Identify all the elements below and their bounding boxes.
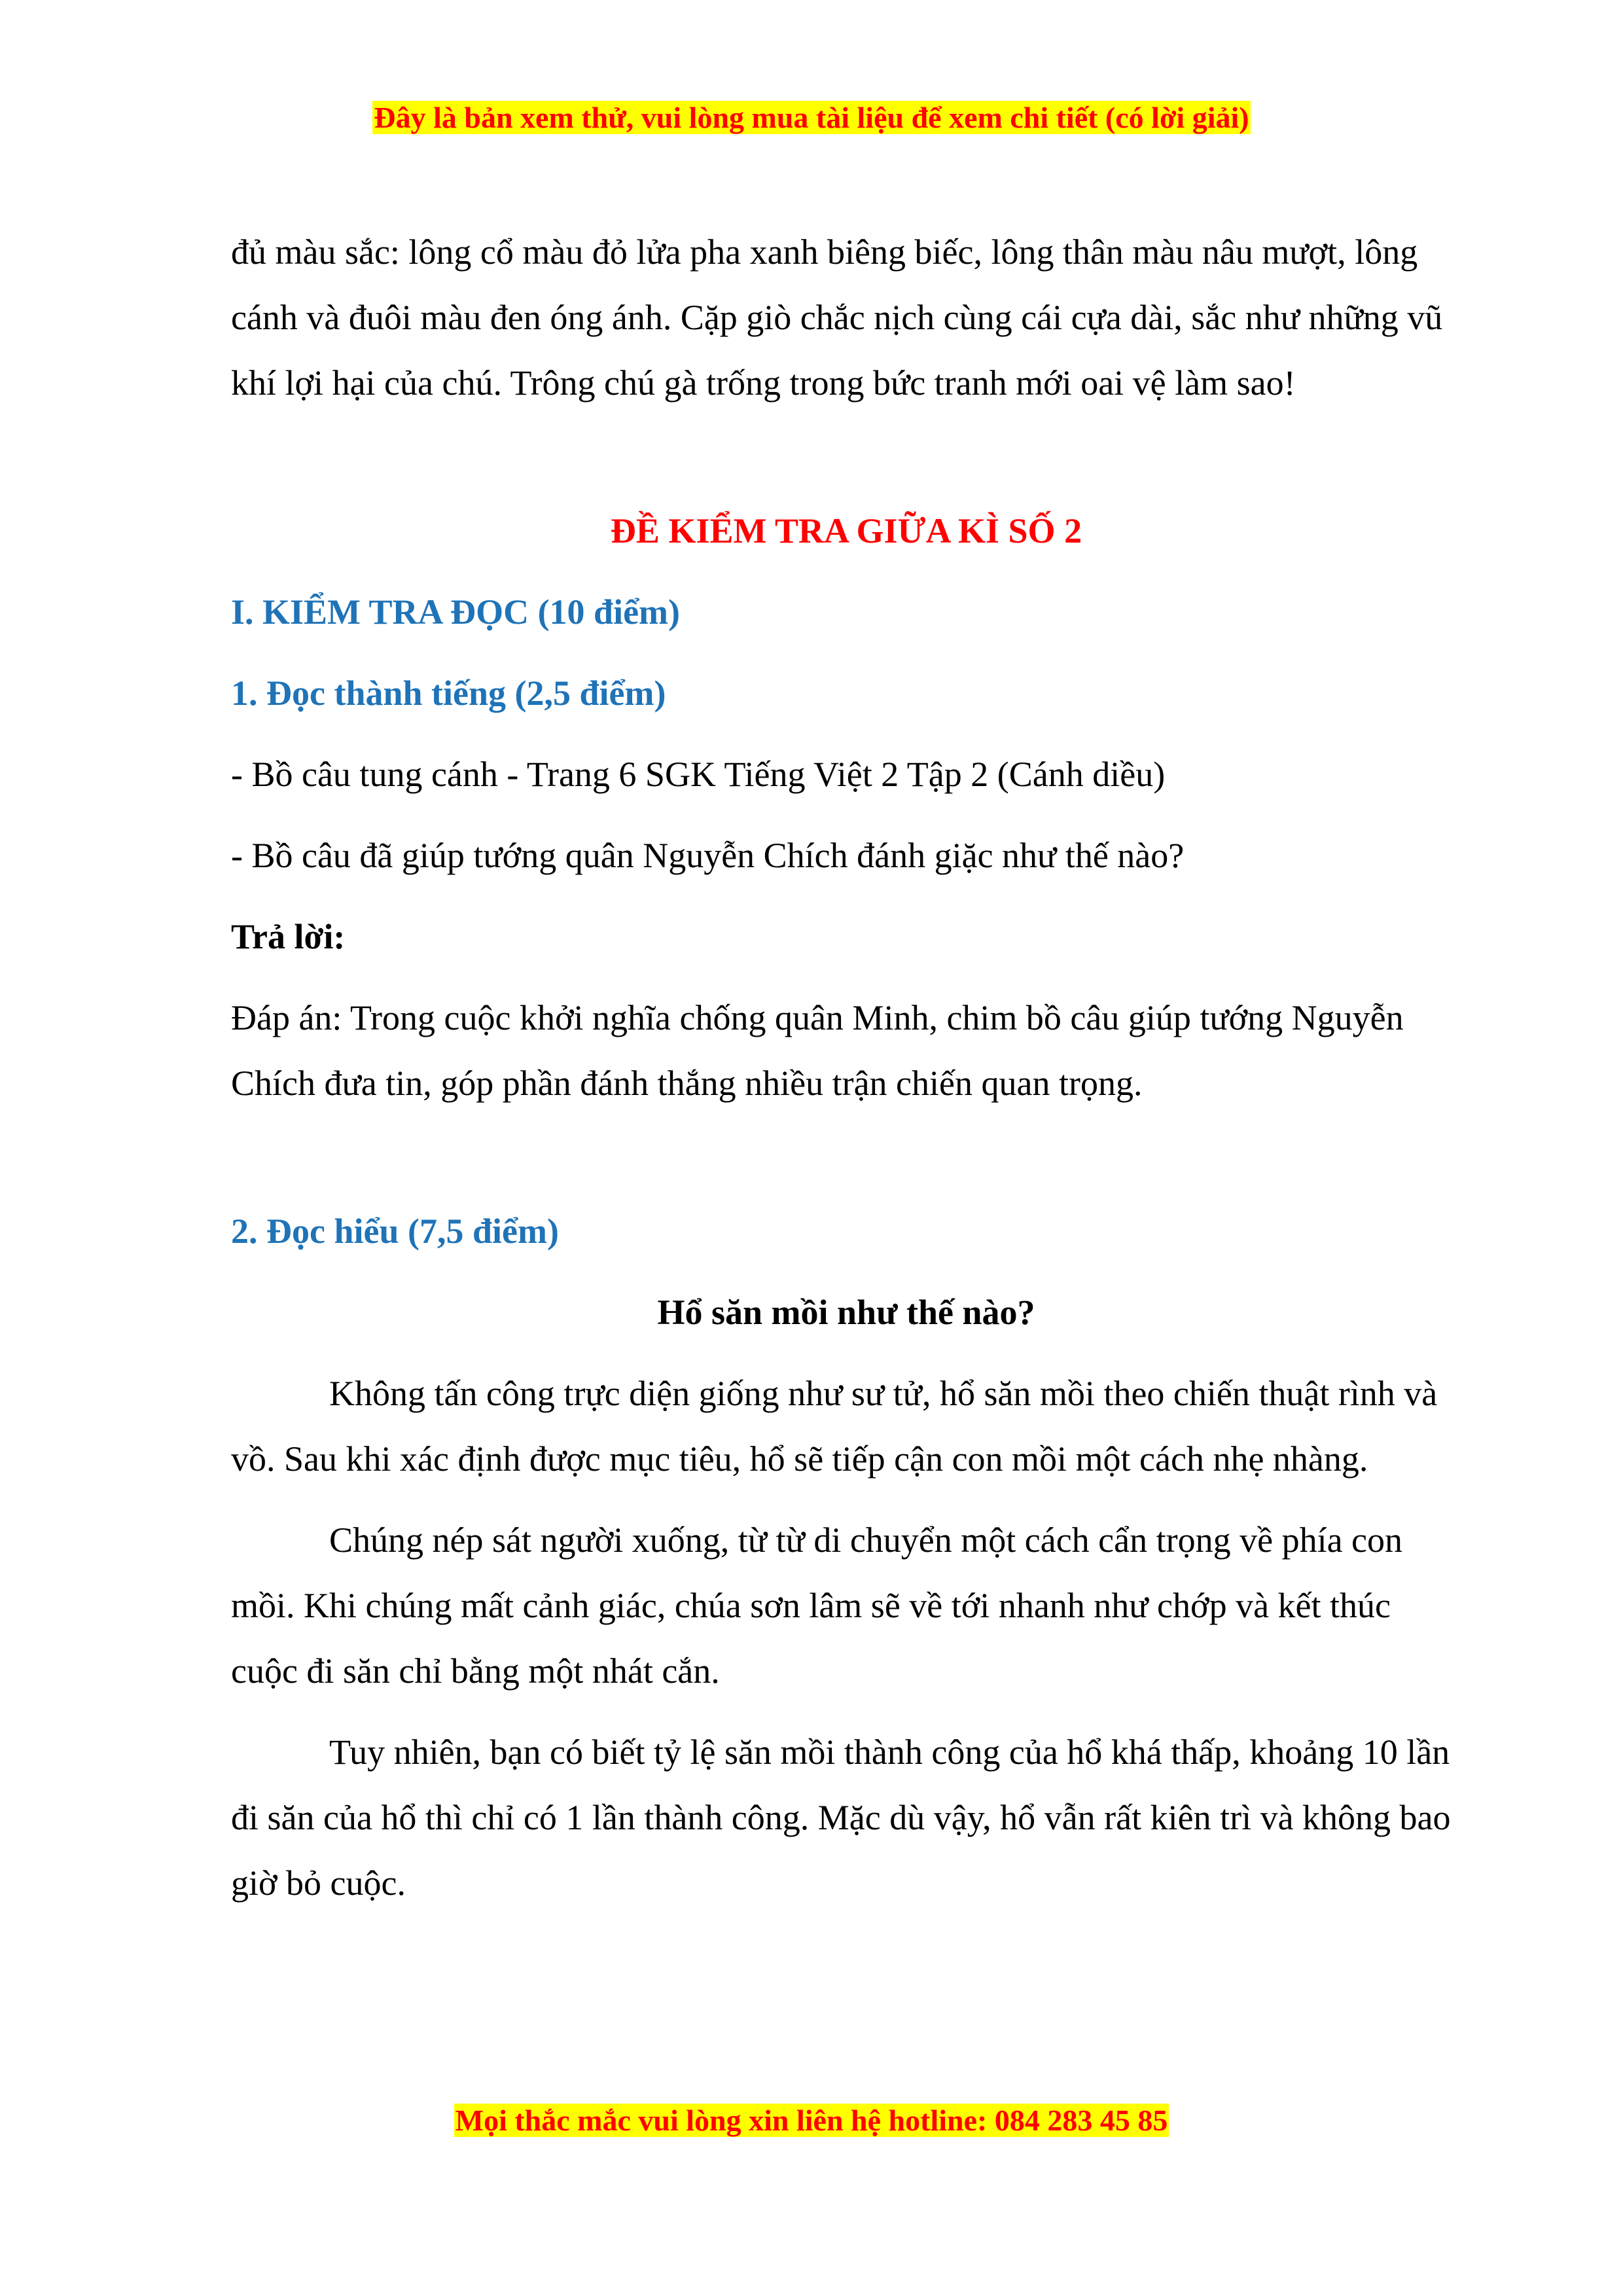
hotline-notice-text: Mọi thắc mắc vui lòng xin liên hệ hotline: 084 283 45 85 xyxy=(455,2104,1168,2137)
intro-paragraph: đủ màu sắc: lông cổ màu đỏ lửa pha xanh biêng biếc, lông thân màu nâu mượt, lông cánh và đuôi màu đen óng ánh. Cặp giò chắc nịch cùng cái cựa dài, sắc như những vũ khí lợi hại của chú. Trông chú gà trống trong bức tranh mới oai vệ làm sao! xyxy=(231,232,1443,403)
answer-label: Trả lời: xyxy=(231,917,346,956)
answer-text: Đáp án: Trong cuộc khởi nghĩa chống quân Minh, chim bồ câu giúp tướng Nguyễn Chích đưa tin, góp phần đánh thắng nhiều trận chiến quan trọng. xyxy=(231,998,1404,1103)
read-aloud-item: - Bồ câu tung cánh - Trang 6 SGK Tiếng Việt 2 Tập 2 (Cánh diều) xyxy=(231,755,1166,794)
story-paragraph: Tuy nhiên, bạn có biết tỷ lệ săn mồi thành công của hổ khá thấp, khoảng 10 lần đi săn của hổ thì chỉ có 1 lần thành công. Mặc dù vậy, hổ vẫn rất kiên trì và không bao giờ bỏ cuộc. xyxy=(231,1732,1451,1903)
subsection-heading-read-aloud: 1. Đọc thành tiếng (2,5 điểm) xyxy=(231,673,666,713)
story-paragraph: Không tấn công trực diện giống như sư tử, hổ săn mồi theo chiến thuật rình và vồ. Sau khi xác định được mục tiêu, hổ sẽ tiếp cận con mồi một cách nhẹ nhàng. xyxy=(231,1374,1438,1479)
story-paragraph: Chúng nép sát người xuống, từ từ di chuyển một cách cẩn trọng về phía con mồi. Khi chúng mất cảnh giác, chúa sơn lâm sẽ về tới nhanh như chớp và kết thúc cuộc đi săn chỉ bằng một nhát cắn. xyxy=(231,1520,1403,1691)
read-aloud-item: - Bồ câu đã giúp tướng quân Nguyễn Chích đánh giặc như thế nào? xyxy=(231,836,1185,875)
subsection-heading-comprehension: 2. Đọc hiểu (7,5 điểm) xyxy=(231,1211,559,1251)
preview-notice-banner xyxy=(0,98,1623,137)
preview-notice-text: Đây là bản xem thử, vui lòng mua tài liệu để xem chi tiết (có lời giải) xyxy=(374,101,1249,134)
hotline-notice-banner xyxy=(0,2101,1623,2140)
story-title: Hổ săn mồi như thế nào? xyxy=(657,1293,1035,1332)
exam-title: ĐỀ KIỂM TRA GIỮA KÌ SỐ 2 xyxy=(610,511,1082,550)
section-heading-reading: I. KIỂM TRA ĐỌC (10 điểm) xyxy=(231,592,681,632)
document-body xyxy=(231,219,1461,1916)
